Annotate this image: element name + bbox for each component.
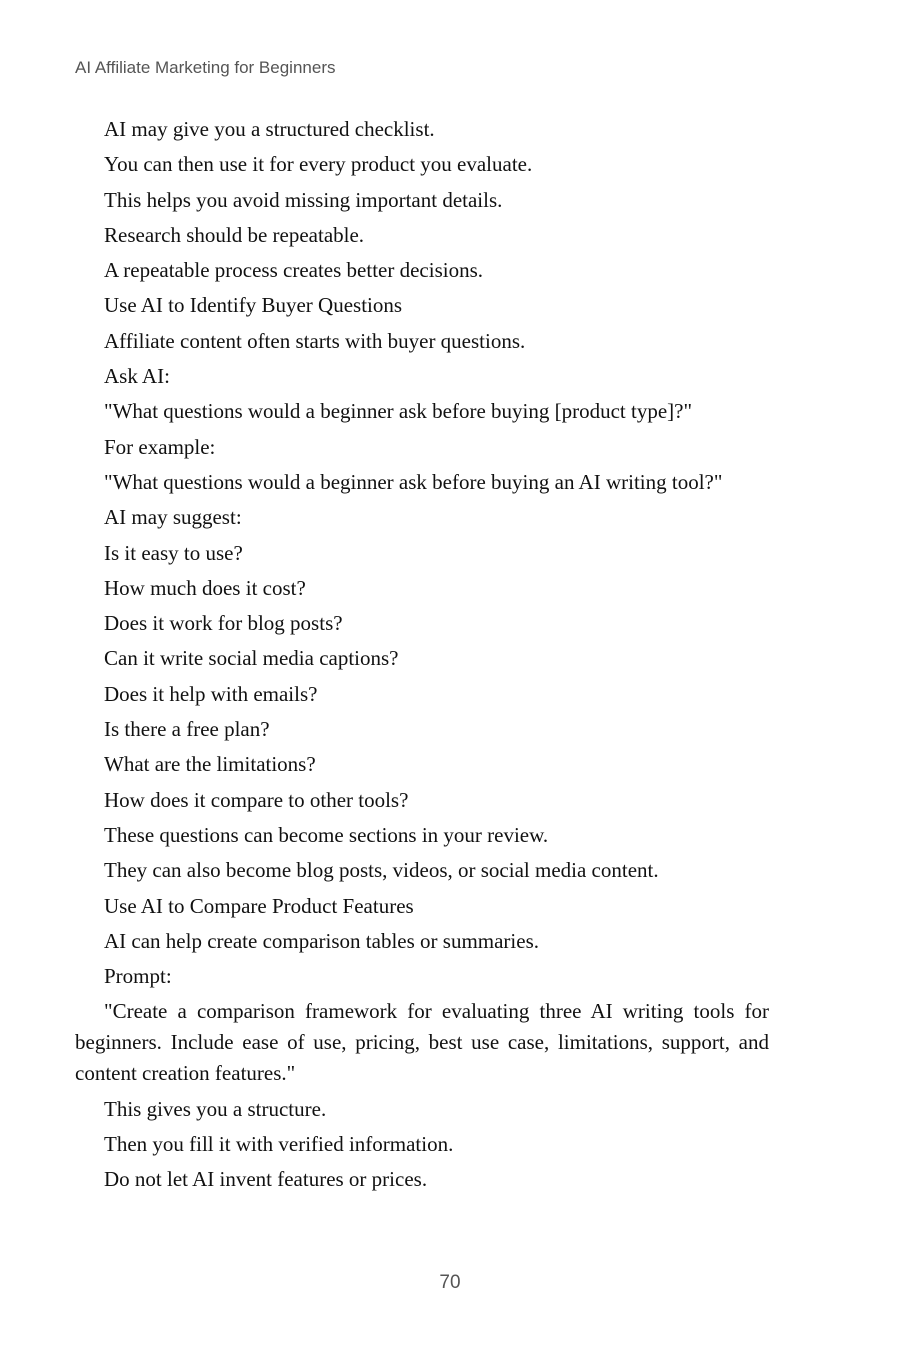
buyer-question: How does it compare to other tools?: [104, 787, 409, 812]
buyer-question: Does it work for blog posts?: [104, 611, 343, 636]
prompt-quote: "What questions would a beginner ask before buying an AI writing tool?": [104, 469, 723, 494]
prompt-quote: "What questions would a beginner ask before buying [product type]?": [104, 399, 693, 424]
paragraph: Ask AI:: [104, 364, 170, 389]
prompt-quote: "Create a comparison framework for evaluating three AI writing tools for beginners. Include ease of use, pricing, best use case, limitations, support, and content creation features.": [75, 999, 769, 1086]
paragraph: Then you fill it with verified information.: [104, 1132, 454, 1157]
paragraph: Prompt:: [104, 964, 172, 989]
body-text: [75, 114, 769, 1200]
paragraph: AI may suggest:: [104, 505, 242, 530]
paragraph: A repeatable process creates better decisions.: [104, 258, 483, 283]
buyer-question: Is there a free plan?: [104, 717, 270, 742]
running-header: AI Affiliate Marketing for Beginners: [75, 58, 336, 77]
section-heading: Use AI to Compare Product Features: [104, 893, 414, 918]
paragraph: These questions can become sections in your review.: [104, 822, 549, 847]
paragraph: You can then use it for every product you evaluate.: [104, 152, 533, 177]
paragraph: They can also become blog posts, videos, or social media content.: [104, 858, 659, 883]
paragraph: For example:: [104, 434, 216, 459]
paragraph: AI can help create comparison tables or summaries.: [104, 928, 540, 953]
paragraph: Research should be repeatable.: [104, 222, 365, 247]
buyer-question: Can it write social media captions?: [104, 646, 399, 671]
buyer-question: Does it help with emails?: [104, 681, 318, 706]
buyer-question: How much does it cost?: [104, 575, 306, 600]
buyer-question: Is it easy to use?: [104, 540, 243, 565]
paragraph: Affiliate content often starts with buyer questions.: [104, 328, 526, 353]
paragraph: Do not let AI invent features or prices.: [104, 1167, 428, 1192]
section-heading: Use AI to Identify Buyer Questions: [104, 293, 403, 318]
page-number: 70: [439, 1272, 461, 1293]
paragraph: This gives you a structure.: [104, 1096, 327, 1121]
buyer-question: What are the limitations?: [104, 752, 316, 777]
paragraph: AI may give you a structured checklist.: [104, 117, 435, 141]
paragraph: This helps you avoid missing important details.: [104, 187, 503, 212]
